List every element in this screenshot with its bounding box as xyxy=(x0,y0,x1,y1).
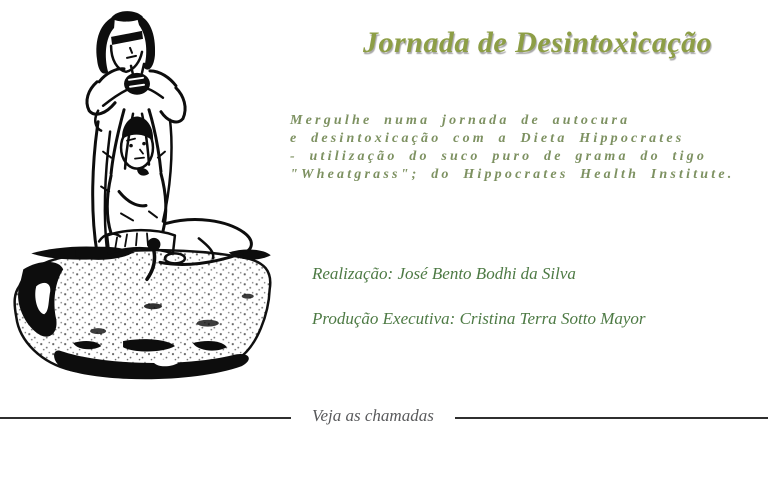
intro-line-2: e desintoxicação com a Dieta Hippocrates xyxy=(290,131,685,146)
intro-line-3: - utilização do suco puro de grama do tigo xyxy=(290,149,708,164)
page-title: Jornada de Desintoxicação xyxy=(363,26,713,59)
credit-executive-production: Produção Executiva: Cristina Terra Sotto Mayor xyxy=(312,309,646,328)
intro-line-4: "Wheatgrass"; do Hippocrates Health Institute. xyxy=(290,167,735,182)
divider-left xyxy=(0,417,291,419)
intro-paragraph xyxy=(290,112,735,184)
credit-realization: Realização: José Bento Bodhi da Silva xyxy=(312,264,576,283)
illustration xyxy=(2,2,284,396)
divider-right xyxy=(455,417,768,419)
veja-as-chamadas-link[interactable]: Veja as chamadas xyxy=(312,406,434,425)
assisted-stretch-sketch-icon xyxy=(2,2,284,396)
intro-line-1: Mergulhe numa jornada de autocura xyxy=(290,113,631,128)
